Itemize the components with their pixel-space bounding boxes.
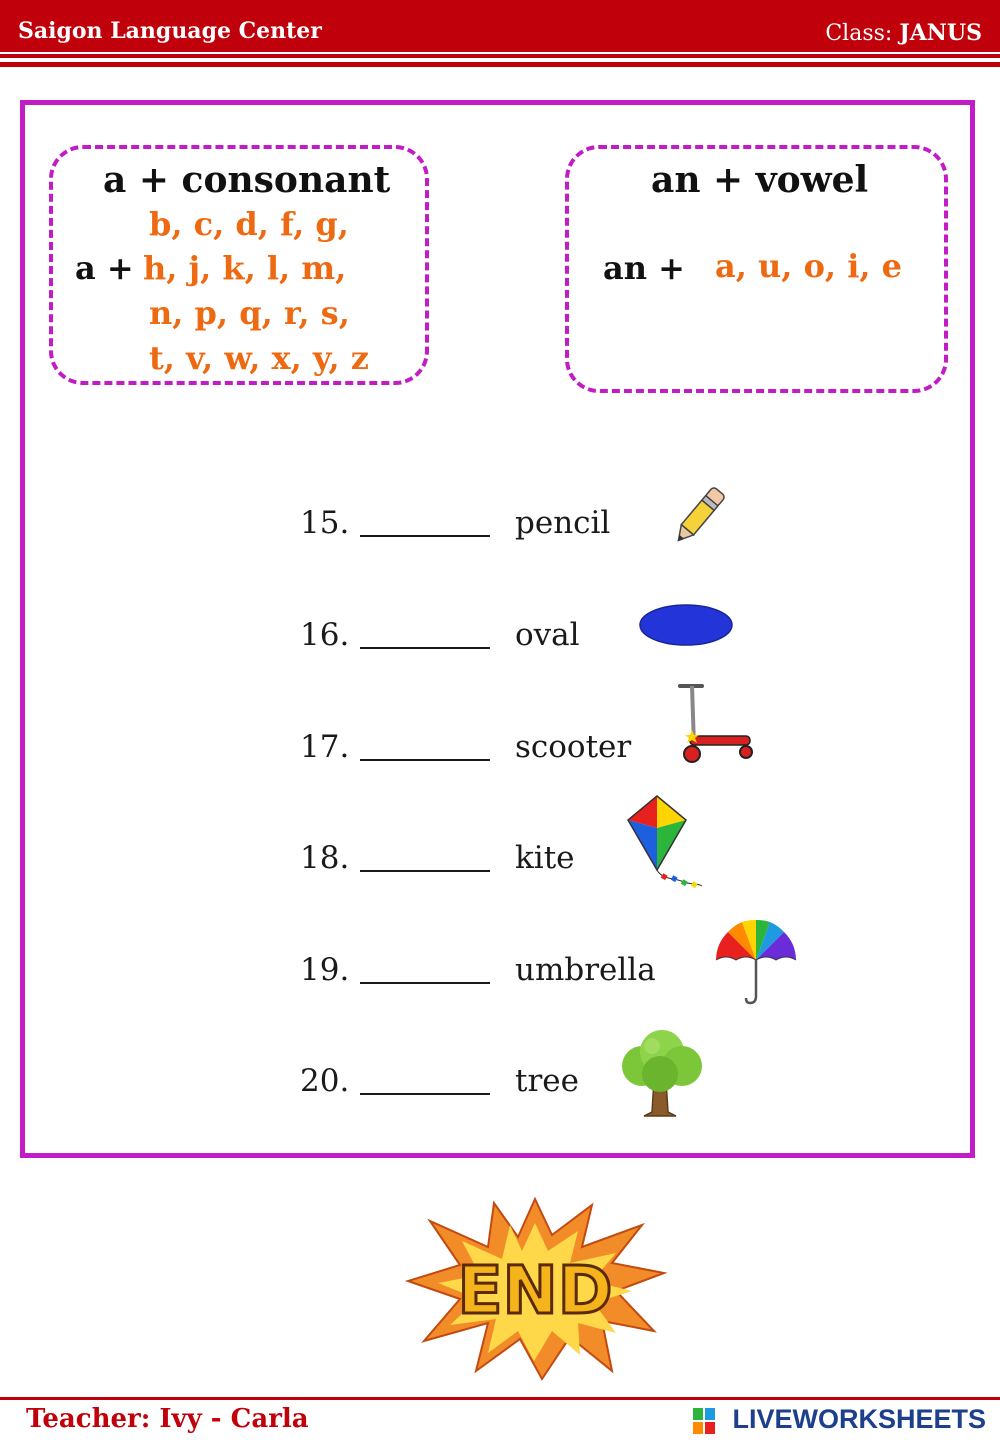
consonant-rule-title: a + consonant (103, 159, 391, 201)
oval-icon (636, 600, 736, 650)
kite-icon (624, 794, 706, 894)
consonant-rule-box (49, 145, 429, 385)
consonant-line-4: t, v, w, x, y, z (149, 339, 369, 377)
vowel-rule-box (565, 145, 948, 393)
answer-blank[interactable] (360, 647, 490, 649)
consonant-line-2: h, j, k, l, m, (143, 249, 347, 287)
answer-blank[interactable] (360, 982, 490, 984)
vowel-prefix: an + (603, 249, 685, 287)
header-divider (0, 62, 1000, 67)
liveworksheets-brand[interactable]: LIVEWORKSHEETS (732, 1404, 986, 1434)
item-word: scooter (515, 729, 632, 765)
class-info (825, 20, 982, 46)
item-number: 17. (300, 729, 350, 765)
item-word: umbrella (515, 952, 656, 988)
answer-blank[interactable] (360, 1093, 490, 1095)
answer-blank[interactable] (360, 535, 490, 537)
consonant-prefix: a + (75, 249, 134, 287)
class-label: Class: (825, 21, 893, 46)
exercise-row-18 (300, 840, 800, 900)
tree-icon (616, 1030, 706, 1118)
item-word: oval (515, 617, 580, 653)
item-number: 15. (300, 505, 350, 541)
school-name: Saigon Language Center (18, 18, 322, 44)
liveworksheets-logo-icon (693, 1408, 715, 1434)
header-bar (0, 0, 1000, 58)
teacher-name: Teacher: Ivy - Carla (26, 1404, 309, 1434)
consonant-line-3: n, p, q, r, s, (149, 294, 350, 332)
item-word: pencil (515, 505, 611, 541)
footer-divider (0, 1397, 1000, 1400)
header-divider-thin (0, 52, 1000, 54)
answer-blank[interactable] (360, 759, 490, 761)
item-number: 18. (300, 840, 350, 876)
class-name: JANUS (899, 20, 982, 46)
umbrella-icon (712, 916, 800, 1006)
item-number: 16. (300, 617, 350, 653)
consonant-line-1: b, c, d, f, g, (149, 205, 349, 243)
vowel-rule-title: an + vowel (651, 159, 869, 201)
pencil-icon (664, 480, 734, 552)
exercise-row-20 (300, 1063, 800, 1123)
vowel-letters: a, u, o, i, e (715, 247, 902, 285)
answer-blank[interactable] (360, 870, 490, 872)
end-sticker-text: END (457, 1252, 613, 1329)
item-number: 20. (300, 1063, 350, 1099)
item-word: tree (515, 1063, 579, 1099)
item-word: kite (515, 840, 575, 876)
item-number: 19. (300, 952, 350, 988)
end-sticker (402, 1195, 668, 1381)
scooter-icon (676, 680, 758, 768)
